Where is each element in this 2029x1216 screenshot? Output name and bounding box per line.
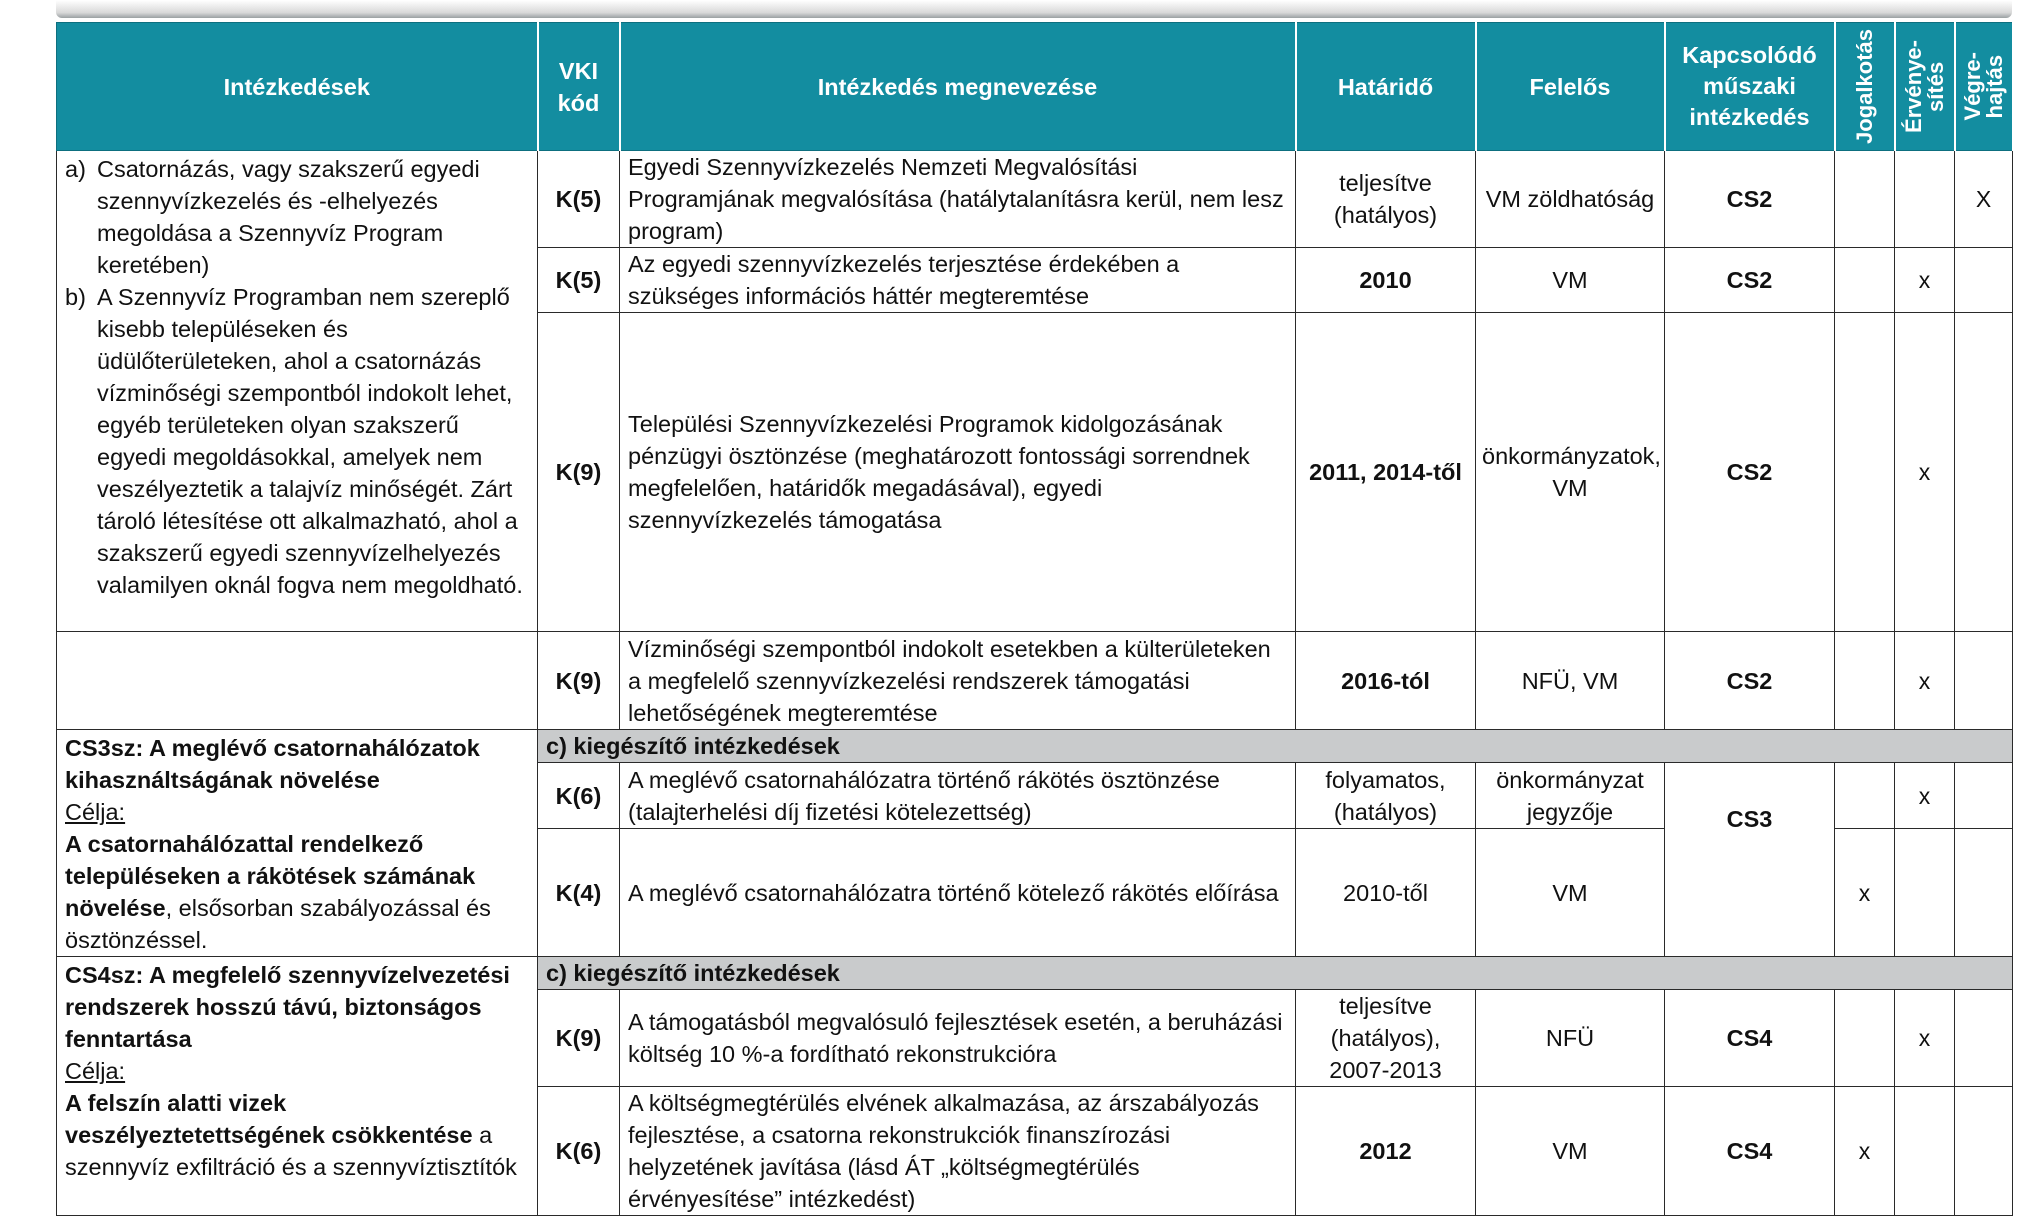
table-row [57,632,2013,730]
ervenyesites-mark [1895,151,1955,248]
jogalkotas-mark [1835,313,1895,632]
deadline: teljesítve (hatályos) [1296,151,1476,248]
table-row [57,151,2013,248]
ervenyesites-mark: x [1895,990,1955,1087]
ervenyesites-mark [1895,1087,1955,1216]
group3-goal-rest: a szennyvíz exfiltráció és a szennyvíztisztítók [65,1122,517,1180]
group3-measures-cell [57,957,538,1216]
header-row [57,23,2013,151]
measure-description: Települési Szennyvízkezelési Programok kidolgozásának pénzügyi ösztönzése (meghatározott fontossági sorrendnek megfelelően, határidők megadásával), egyedi szennyvízkezelés támogatása [620,313,1296,632]
jogalkotas-mark [1835,632,1895,730]
deadline: 2011, 2014-től [1296,313,1476,632]
vegrehajtas-mark [1955,248,2013,313]
header-felelos: Felelős [1476,23,1665,151]
vki-code: K(6) [538,763,620,829]
section-row [57,957,2013,990]
section-header: c) kiegészítő intézkedések [538,957,2013,990]
item-text: Csatornázás, vagy szakszerű egyedi szennyvízkezelés és -elhelyezés megoldása a Szennyvíz Program keretében) [97,156,480,278]
responsible: NFÜ [1476,990,1665,1087]
vegrehajtas-mark [1955,829,2013,957]
measure-description: A költségmegtérülés elvének alkalmazása, az árszabályozás fejlesztése, a csatorna rekonstrukciók finanszírozási helyzetének javítása (lásd ÁT „költségmegtérülés érvényesítése” intézkedést) [620,1087,1296,1216]
header-vki-kod: VKI kód [538,23,620,151]
top-shadow-bar [56,0,2012,18]
vegrehajtas-mark [1955,632,2013,730]
responsible: önkormányzatok, VM [1476,313,1665,632]
deadline: 2010-től [1296,829,1476,957]
ervenyesites-mark: x [1895,632,1955,730]
group3-goal-bold: A felszín alatti vizek veszélyeztetettségének csökkentése [65,1090,473,1148]
tech-measure: CS3 [1665,763,1835,957]
item-letter: a) [65,156,86,182]
header-ervenyesites [1895,23,1955,151]
vegrehajtas-mark: X [1955,151,2013,248]
measures-table [56,22,2014,1216]
header-vegrehajtas [1955,23,2013,151]
header-jogalkotas [1835,23,1895,151]
measure-description: Az egyedi szennyvízkezelés terjesztése érdekében a szükséges információs háttér megteremtése [620,248,1296,313]
group3-celja: Célja: [65,1058,126,1084]
vki-code: K(6) [538,1087,620,1216]
group2-measures-cell [57,730,538,957]
deadline: 2012 [1296,1087,1476,1216]
deadline: 2016-tól [1296,632,1476,730]
tech-measure: CS4 [1665,1087,1835,1216]
vegrehajtas-mark [1955,313,2013,632]
vki-code: K(9) [538,990,620,1087]
group2-title: CS3sz: A meglévő csatornahálózatok kihasználtságának növelése [65,735,480,793]
ervenyesites-mark: x [1895,313,1955,632]
vki-code: K(9) [538,313,620,632]
group1-measure-list [65,153,529,601]
group1-measures-cell [57,151,538,632]
responsible: VM [1476,1087,1665,1216]
responsible: NFÜ, VM [1476,632,1665,730]
responsible: VM [1476,829,1665,957]
tech-measure: CS2 [1665,313,1835,632]
jogalkotas-mark [1835,763,1895,829]
header-hatarido: Határidő [1296,23,1476,151]
header-intezkedesek: Intézkedések [57,23,538,151]
vegrehajtas-mark [1955,763,2013,829]
responsible: VM [1476,248,1665,313]
ervenyesites-mark: x [1895,248,1955,313]
ervenyesites-mark: x [1895,763,1955,829]
vki-code: K(4) [538,829,620,957]
group2-celja: Célja: [65,799,126,825]
vegrehajtas-mark [1955,990,2013,1087]
group2-goal [65,828,529,956]
jogalkotas-mark: x [1835,829,1895,957]
item-text: A Szennyvíz Programban nem szereplő kisebb településeken és üdülőterületeken, ahol a csatornázás vízminőségi szempontból indokolt lehet, egyéb területeken olyan szakszerű egyedi megoldásokkal, amelyek nem veszélyeztetik a talajvíz minőségét. Zárt tároló létesítése ott alkalmazható, ahol a szakszerű egyedi szennyvízelhelyezés valamilyen oknál fogva nem megoldható. [97,284,523,598]
item-letter: b) [65,284,86,310]
vki-code: K(5) [538,248,620,313]
header-ervenyesites-text: Érvénye- sítés [1900,40,1948,133]
empty-cell [57,632,538,730]
section-row [57,730,2013,763]
header-jogalkotas-text: Jogalkotás [1851,29,1877,144]
group2-goal-bold: A csatornahálózattal rendelkező településeken a rákötések számának növelése [65,831,476,921]
group3-goal [65,1087,529,1183]
header-vegrehajtas-text: Végre- hajtás [1959,52,2007,121]
responsible: önkormányzat jegyzője [1476,763,1665,829]
tech-measure: CS2 [1665,248,1835,313]
vegrehajtas-mark [1955,1087,2013,1216]
section-header: c) kiegészítő intézkedések [538,730,2013,763]
jogalkotas-mark [1835,151,1895,248]
ervenyesites-mark [1895,829,1955,957]
jogalkotas-mark [1835,248,1895,313]
vki-code: K(5) [538,151,620,248]
deadline: 2010 [1296,248,1476,313]
list-item [65,281,529,601]
measure-description: A támogatásból megvalósuló fejlesztések esetén, a beruházási költség 10 %-a fordítható rekonstrukcióra [620,990,1296,1087]
list-item [65,153,529,281]
deadline: teljesítve (hatályos), 2007-2013 [1296,990,1476,1087]
measure-description: Vízminőségi szempontból indokolt esetekben a külterületeken a megfelelő szennyvízkezelési rendszerek támogatási lehetőségének megteremtése [620,632,1296,730]
group3-title: CS4sz: A megfelelő szennyvízelvezetési rendszerek hosszú távú, biztonságos fenntartása [65,962,510,1052]
jogalkotas-mark: x [1835,1087,1895,1216]
header-kapcsolodo: Kapcsolódó műszaki intézkedés [1665,23,1835,151]
tech-measure: CS2 [1665,632,1835,730]
measure-description: A meglévő csatornahálózatra történő rákötés ösztönzése (talajterhelési díj fizetési kötelezettség) [620,763,1296,829]
tech-measure: CS4 [1665,990,1835,1087]
vki-code: K(9) [538,632,620,730]
jogalkotas-mark [1835,990,1895,1087]
group2-goal-rest: , elsősorban szabályozással és ösztönzéssel. [65,895,491,953]
deadline: folyamatos, (hatályos) [1296,763,1476,829]
header-megnevezes: Intézkedés megnevezése [620,23,1296,151]
measure-description: Egyedi Szennyvízkezelés Nemzeti Megvalósítási Programjának megvalósítása (hatálytalanításra kerül, nem lesz program) [620,151,1296,248]
measure-description: A meglévő csatornahálózatra történő kötelező rákötés előírása [620,829,1296,957]
responsible: VM zöldhatóság [1476,151,1665,248]
tech-measure: CS2 [1665,151,1835,248]
